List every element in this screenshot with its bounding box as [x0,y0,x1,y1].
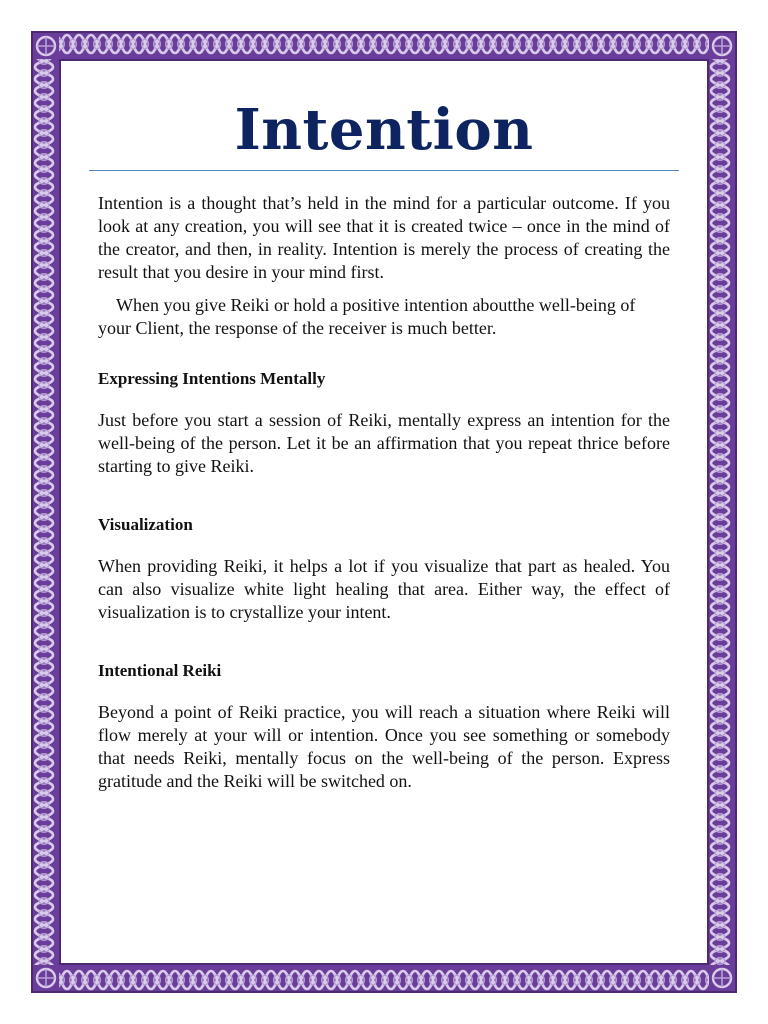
page-title: Intention [234,97,534,163]
body-text [98,192,670,793]
title-underline [89,170,679,171]
intro-paragraph-1: Intention is a thought that’s held in the mind for a particular outcome. If you look at any creation, you will see that it is created twice – once in the mind of the creator, and then, in reality. Intention is merely the process of creating the result that you desire in your mind first. [98,193,670,282]
section-body-intentional-reiki: Beyond a point of Reiki practice, you will reach a situation where Reiki will flow merely at your will or intention. Once you see something or somebody that needs Reiki, mentally focus on the well-being of the person. Express gratitude and the Reiki will be switched on. [98,702,670,791]
section-heading-visualization: Visualization [98,515,193,534]
intro-paragraph-2: When you give Reiki or hold a positive intention aboutthe well-being of your Client, the response of the receiver is much better. [98,295,636,338]
section-heading-intentional-reiki: Intentional Reiki [98,661,222,680]
section-body-visualization: When providing Reiki, it helps a lot if you visualize that part as healed. You can also visualize white light healing that area. Either way, the effect of visualization is to crystallize your intent. [98,556,670,622]
page-content [89,92,679,793]
section-heading-expressing: Expressing Intentions Mentally [98,369,326,388]
section-body-expressing: Just before you start a session of Reiki, mentally express an intention for the well-being of the person. Let it be an affirmation that you repeat thrice before starting to give Reiki. [98,410,670,476]
